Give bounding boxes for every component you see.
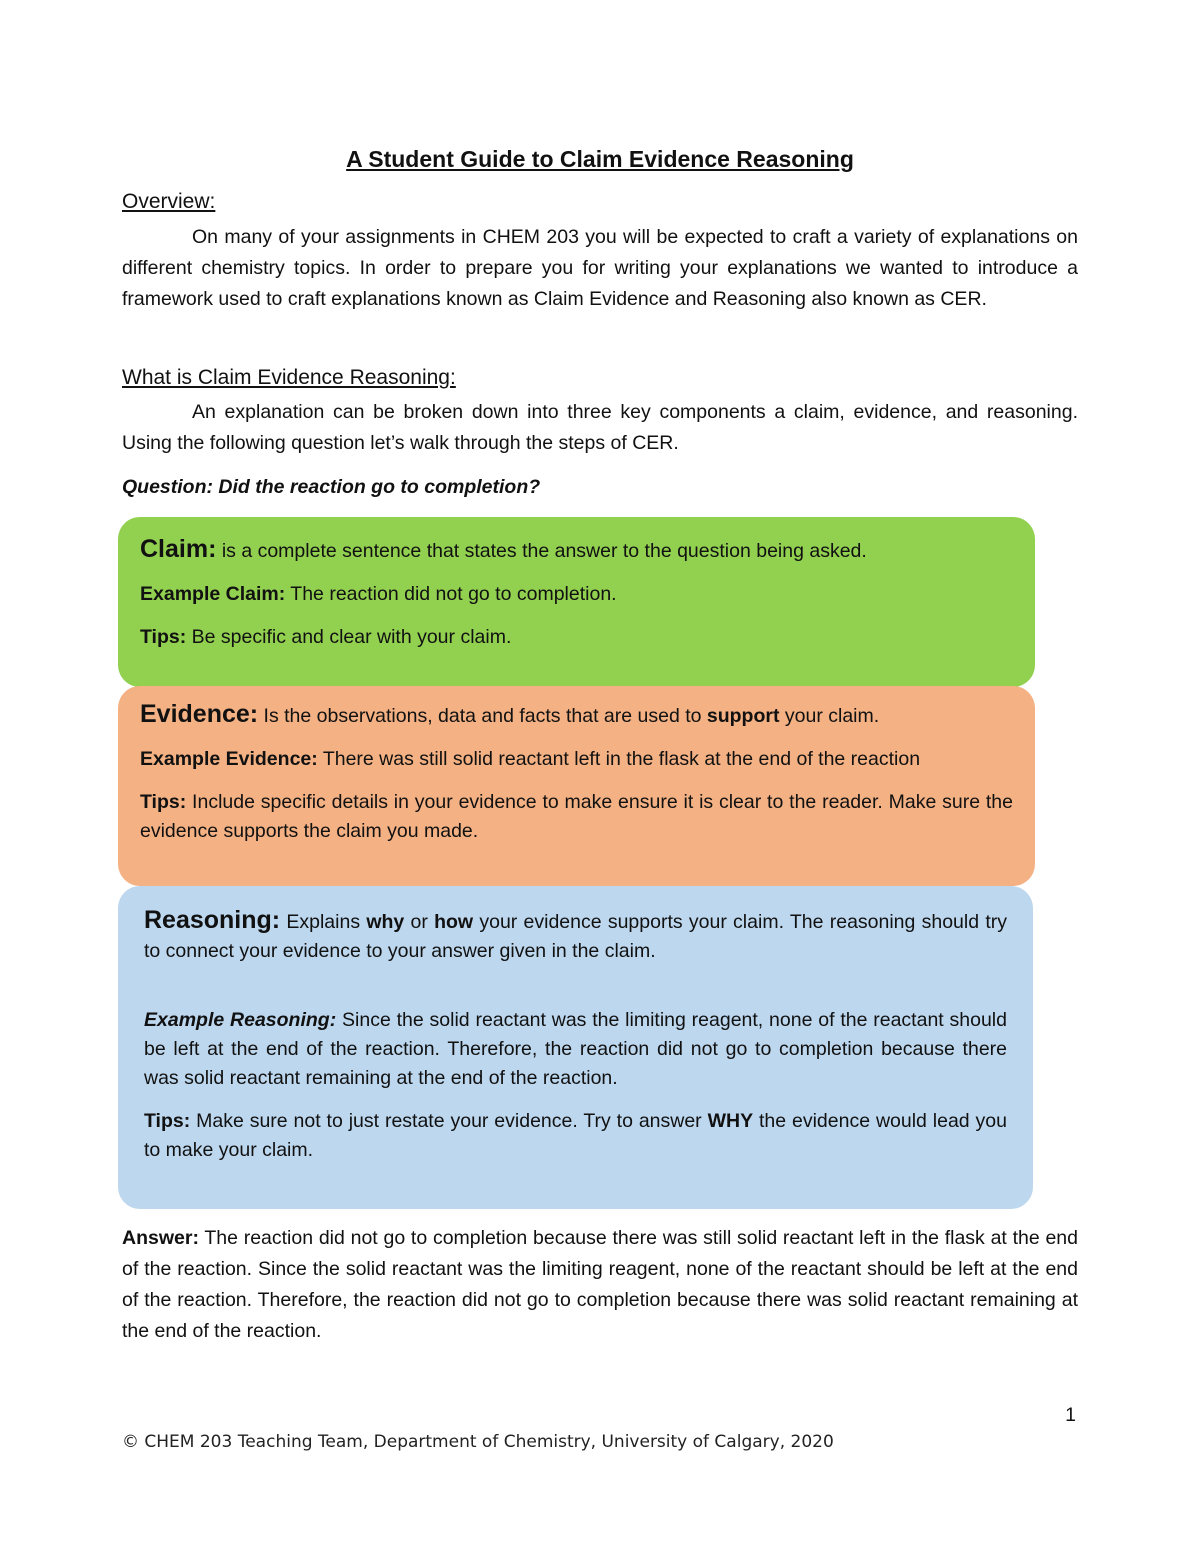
claim-definition — [140, 535, 1013, 566]
reasoning-definition — [144, 906, 1007, 966]
reasoning-def-how: how — [434, 911, 474, 933]
reasoning-def-why: why — [366, 911, 405, 933]
reasoning-example-text: Since the solid reactant was the limiting reagent, none of the reactant should be left at the end of the reaction. Therefore, the reaction did not go to completion because there was solid reactant remaining at the end of the reaction. — [144, 1009, 1007, 1089]
page-title: A Student Guide to Claim Evidence Reasoning — [346, 146, 854, 172]
question: Question: Did the reaction go to completion? — [122, 476, 541, 498]
answer-paragraph — [122, 1223, 1078, 1347]
claim-definition-text: is a complete sentence that states the answer to the question being asked. — [216, 540, 867, 562]
reasoning-box — [118, 886, 1033, 1209]
reasoning-def-a: Explains — [280, 911, 367, 933]
claim-tips-label: Tips: — [140, 626, 187, 648]
reasoning-def-b: or — [404, 911, 435, 933]
claim-example — [140, 580, 1013, 609]
reasoning-tips-why: WHY — [707, 1110, 754, 1132]
evidence-label: Evidence: — [140, 700, 259, 728]
evidence-example-text: There was still solid reactant left in the flask at the end of the reaction — [317, 748, 921, 770]
reasoning-tips-label: Tips: — [144, 1110, 191, 1132]
claim-example-label: Example Claim: — [140, 583, 286, 605]
reasoning-example-label: Example Reasoning: — [144, 1009, 337, 1031]
overview-text: On many of your assignments in CHEM 203 you will be expected to craft a variety of explanations on different chemistry topics. In order to prepare you for writing your explanations we wanted to introduce a framework used to craft explanations known as Claim Evidence and Reasoning also known as CER. — [122, 226, 1078, 310]
evidence-example — [140, 745, 1013, 774]
what-is-paragraph — [122, 397, 1078, 459]
evidence-tips-label: Tips: — [140, 791, 187, 813]
page-number: 1 — [1065, 1404, 1076, 1426]
reasoning-tips-a: Make sure not to just restate your evidence. Try to answer — [190, 1110, 708, 1132]
evidence-example-label: Example Evidence: — [140, 748, 318, 770]
reasoning-def-c: your evidence supports your claim. The reasoning should try to connect your evidence to your answer given in the claim. — [144, 911, 1007, 962]
evidence-tips — [140, 788, 1013, 846]
overview-paragraph — [122, 222, 1078, 315]
evidence-definition-a: Is the observations, data and facts that are used to — [258, 705, 707, 727]
reasoning-example — [144, 1006, 1007, 1093]
answer-text: The reaction did not go to completion because there was still solid reactant left in the flask at the end of the reaction. Since the solid reactant was the limiting reagent, none of the reactant should be left at the end of the reaction. Therefore, the reaction did not go to completion because there was solid reactant remaining at the end of the reaction. — [122, 1227, 1078, 1342]
evidence-tips-text: Include specific details in your evidence to make ensure it is clear to the reader. Make sure the evidence supports the claim you made. — [140, 791, 1013, 842]
claim-label: Claim: — [140, 535, 217, 563]
evidence-box — [118, 686, 1035, 886]
what-is-heading: What is Claim Evidence Reasoning: — [122, 366, 456, 389]
answer-label: Answer: — [122, 1227, 199, 1249]
footer-copyright: © CHEM 203 Teaching Team, Department of Chemistry, University of Calgary, 2020 — [122, 1432, 834, 1452]
reasoning-label: Reasoning: — [144, 906, 281, 934]
claim-tips-text: Be specific and clear with your claim. — [186, 626, 512, 648]
claim-tips — [140, 623, 1013, 652]
reasoning-tips — [144, 1107, 1007, 1165]
reasoning-tips-b: the evidence would lead you to make your claim. — [144, 1110, 1007, 1161]
evidence-definition-b: your claim. — [779, 705, 880, 727]
evidence-definition — [140, 700, 1013, 731]
claim-box — [118, 517, 1035, 687]
evidence-definition-support: support — [706, 705, 780, 727]
what-is-text: An explanation can be broken down into three key components a claim, evidence, and reasoning. Using the following question let’s walk through the steps of CER. — [122, 401, 1078, 454]
overview-heading: Overview: — [122, 190, 216, 213]
claim-example-text: The reaction did not go to completion. — [285, 583, 617, 605]
